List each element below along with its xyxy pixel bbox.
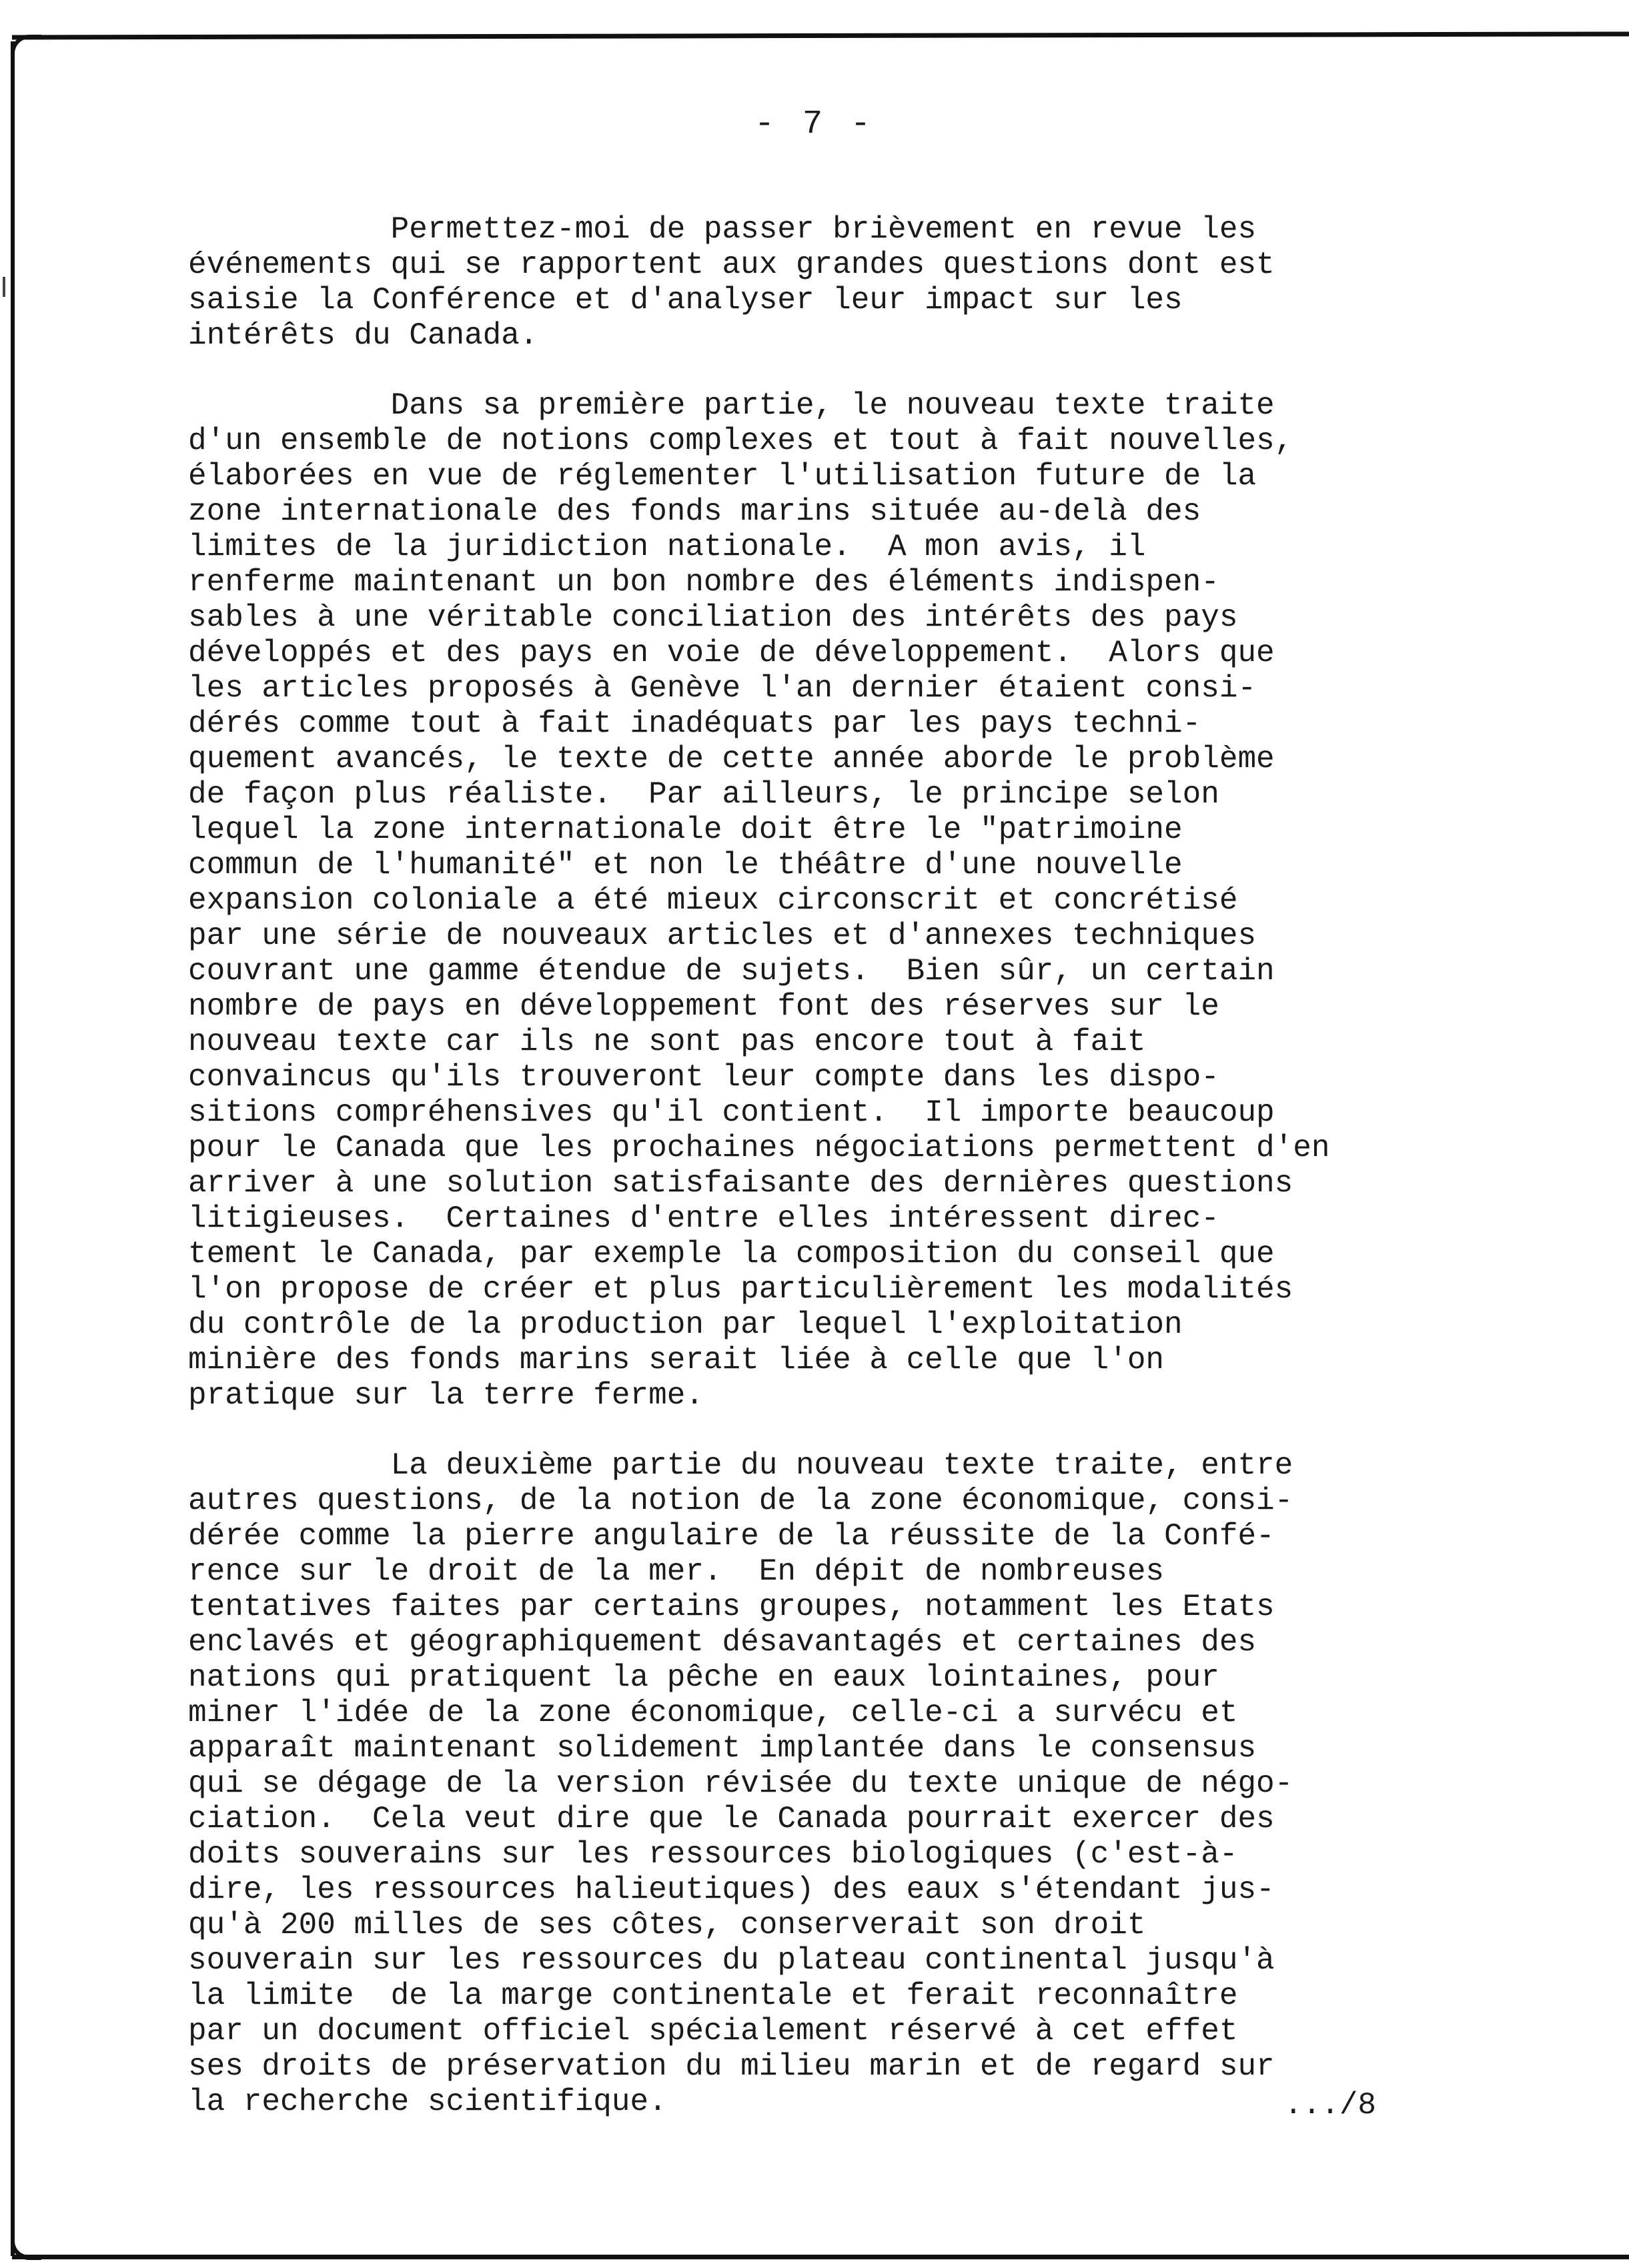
text-line: quement avancés, le texte de cette année aborde le problème bbox=[188, 742, 1275, 776]
text-line: La deuxième partie du nouveau texte traite, entre bbox=[188, 1448, 1293, 1483]
text-line: d'un ensemble de notions complexes et tout à fait nouvelles, bbox=[188, 424, 1293, 458]
text-line: enclavés et géographiquement désavantagés et certaines des bbox=[188, 1625, 1257, 1660]
text-line: de façon plus réaliste. Par ailleurs, le principe selon bbox=[188, 777, 1219, 812]
text-line: couvrant une gamme étendue de sujets. Bien sûr, un certain bbox=[188, 954, 1275, 989]
page-border-left bbox=[11, 41, 15, 2256]
page-border-bottom bbox=[12, 2255, 1629, 2259]
text-line: dire, les ressources halieutiques) des eaux s'étendant jus- bbox=[188, 1872, 1275, 1907]
text-line: nations qui pratiquent la pêche en eaux lointaines, pour bbox=[188, 1660, 1219, 1695]
text-line: tentatives faites par certains groupes, notamment les Etats bbox=[188, 1590, 1275, 1624]
text-line: ciation. Cela veut dire que le Canada pourrait exercer des bbox=[188, 1802, 1275, 1836]
paragraph bbox=[188, 212, 1442, 354]
text-line: par une série de nouveaux articles et d'annexes techniques bbox=[188, 919, 1257, 953]
text-line: événements qui se rapportent aux grandes questions dont est bbox=[188, 247, 1275, 282]
text-line: arriver à une solution satisfaisante des dernières questions bbox=[188, 1166, 1293, 1201]
text-line: autres questions, de la notion de la zone économique, consi- bbox=[188, 1484, 1293, 1518]
body-text bbox=[188, 212, 1442, 2155]
paragraph bbox=[188, 388, 1442, 1413]
text-line: du contrôle de la production par lequel l'exploitation bbox=[188, 1307, 1183, 1342]
text-line: sitions compréhensives qu'il contient. Il importe beaucoup bbox=[188, 1095, 1275, 1130]
text-line: nouveau texte car ils ne sont pas encore tout à fait bbox=[188, 1025, 1146, 1059]
text-line: pratique sur la terre ferme. bbox=[188, 1378, 704, 1413]
text-line: miner l'idée de la zone économique, celle-ci a survécu et bbox=[188, 1696, 1238, 1730]
text-line: pour le Canada que les prochaines négociations permettent d'en bbox=[188, 1131, 1330, 1165]
text-line: l'on propose de créer et plus particulièrement les modalités bbox=[188, 1272, 1293, 1307]
continuation-marker: .../8 bbox=[1284, 2088, 1377, 2123]
text-line: intérêts du Canada. bbox=[188, 318, 538, 353]
text-line: Dans sa première partie, le nouveau texte traite bbox=[188, 388, 1275, 423]
text-line: commun de l'humanité" et non le théâtre d'une nouvelle bbox=[188, 848, 1183, 883]
text-line: renferme maintenant un bon nombre des éléments indispen- bbox=[188, 565, 1219, 600]
text-line: tement le Canada, par exemple la composition du conseil que bbox=[188, 1237, 1275, 1271]
text-line: élaborées en vue de réglementer l'utilisation future de la bbox=[188, 459, 1257, 494]
text-line: zone internationale des fonds marins située au-delà des bbox=[188, 494, 1201, 529]
text-line: sables à une véritable conciliation des intérêts des pays bbox=[188, 600, 1238, 635]
text-line: expansion coloniale a été mieux circonscrit et concrétisé bbox=[188, 883, 1238, 918]
text-line: convaincus qu'ils trouveront leur compte dans les dispo- bbox=[188, 1060, 1219, 1095]
text-line: la limite de la marge continentale et ferait reconnaître bbox=[188, 1978, 1238, 2013]
text-line: saisie la Conférence et d'analyser leur impact sur les bbox=[188, 283, 1183, 318]
text-line: dérée comme la pierre angulaire de la réussite de la Confé- bbox=[188, 1519, 1275, 1554]
text-line: apparaît maintenant solidement implantée dans le consensus bbox=[188, 1731, 1257, 1766]
text-line: dérés comme tout à fait inadéquats par les pays techni- bbox=[188, 706, 1201, 741]
page-number: - 7 - bbox=[754, 105, 875, 143]
text-line: souverain sur les ressources du plateau continental jusqu'à bbox=[188, 1943, 1275, 1978]
text-line: les articles proposés à Genève l'an dernier étaient consi- bbox=[188, 671, 1257, 706]
text-line: lequel la zone internationale doit être le "patrimoine bbox=[188, 812, 1183, 847]
margin-mark bbox=[3, 277, 5, 297]
text-line: limites de la juridiction nationale. A mon avis, il bbox=[188, 530, 1146, 564]
text-line: Permettez-moi de passer brièvement en revue les bbox=[188, 212, 1257, 247]
text-line: développés et des pays en voie de développement. Alors que bbox=[188, 636, 1275, 670]
text-line: qu'à 200 milles de ses côtes, conserverait son droit bbox=[188, 1908, 1146, 1942]
text-line: nombre de pays en développement font des réserves sur le bbox=[188, 989, 1219, 1024]
text-line: par un document officiel spécialement réservé à cet effet bbox=[188, 2014, 1238, 2049]
page-border-top bbox=[12, 31, 1629, 39]
text-line: doits souverains sur les ressources biologiques (c'est-à- bbox=[188, 1837, 1238, 1872]
text-line: qui se dégage de la version révisée du texte unique de négo- bbox=[188, 1766, 1293, 1801]
paragraph bbox=[188, 1448, 1442, 2120]
text-line: ses droits de préservation du milieu marin et de regard sur bbox=[188, 2049, 1275, 2084]
text-line: litigieuses. Certaines d'entre elles intéressent direc- bbox=[188, 1201, 1219, 1236]
text-line: la recherche scientifique. bbox=[188, 2085, 667, 2119]
text-line: minière des fonds marins serait liée à celle que l'on bbox=[188, 1343, 1165, 1377]
text-line: rence sur le droit de la mer. En dépit de nombreuses bbox=[188, 1554, 1165, 1589]
